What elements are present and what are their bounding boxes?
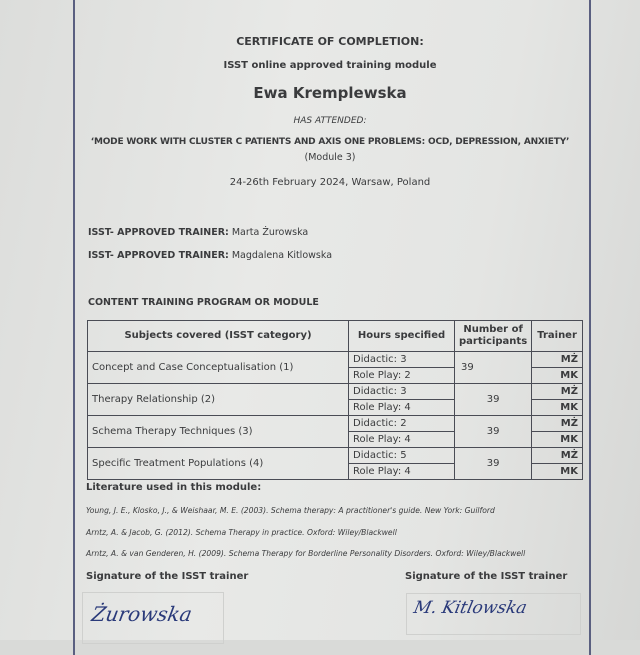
trainer-cell: MK [532, 464, 583, 480]
literature-ref: Arntz, A. & Jacob, G. (2012). Schema Therapy in practice. Oxford: Wiley/Blackwell [86, 528, 397, 537]
literature-ref: Young, J. E., Klosko, J., & Weishaar, M. E. (2003). Schema therapy: A practitioner's guide. New York: Guilford [86, 506, 495, 515]
header-subjects: Subjects covered (ISST category) [88, 321, 349, 352]
subject-cell: Schema Therapy Techniques (3) [88, 416, 349, 448]
role-play-cell: Role Play: 2 [349, 368, 455, 384]
date-place: 24-26th February 2024, Warsaw, Poland [229, 177, 431, 188]
table-row [88, 352, 583, 368]
didactic-cell: Didactic: 3 [349, 384, 455, 400]
header-hours: Hours specified [349, 321, 455, 352]
role-play-cell: Role Play: 4 [349, 432, 455, 448]
certificate-subtitle: ISST online approved training module [223, 60, 437, 71]
signature-label-left: Signature of the ISST trainer [86, 571, 249, 582]
participants-cell: 39 [455, 384, 532, 416]
subject-cell: Therapy Relationship (2) [88, 384, 349, 416]
trainer-cell: MK [532, 432, 583, 448]
role-play-cell: Role Play: 4 [349, 464, 455, 480]
module-number: (Module 3) [304, 152, 356, 163]
certificate-title: CERTIFICATE OF COMPLETION: [236, 35, 424, 48]
table-row [88, 416, 583, 432]
signature-label-right: Signature of the ISST trainer [405, 571, 568, 582]
header-participants: Number of participants [455, 321, 532, 352]
literature-ref: Arntz, A. & van Genderen, H. (2009). Schema Therapy for Borderline Personality Disorders. Oxford: Wiley/Blackwell [86, 549, 526, 558]
table-row [88, 448, 583, 464]
table-row [88, 384, 583, 400]
participants-cell: 39 [455, 448, 532, 480]
trainer-name: Marta Żurowska [231, 227, 309, 238]
attendee-name: Ewa Kremplewska [253, 84, 407, 102]
program-table [87, 320, 583, 480]
trainer-cell: MŻ [532, 352, 583, 368]
didactic-cell: Didactic: 2 [349, 416, 455, 432]
trainer-label: ISST- APPROVED TRAINER: [88, 227, 229, 238]
role-play-cell: Role Play: 4 [349, 400, 455, 416]
participants-cell: 39 [455, 416, 532, 448]
program-heading: CONTENT TRAINING PROGRAM OR MODULE [88, 297, 319, 308]
literature-heading: Literature used in this module: [86, 482, 262, 493]
trainer-cell: MŻ [532, 416, 583, 432]
trainer-cell: MK [532, 400, 583, 416]
trainer-cell: MŻ [532, 448, 583, 464]
trainer-label: ISST- APPROVED TRAINER: [88, 250, 229, 261]
has-attended-label: HAS ATTENDED: [293, 116, 367, 126]
didactic-cell: Didactic: 3 [349, 352, 455, 368]
signature-right: M. Kitlowska [411, 598, 529, 618]
subject-cell: Concept and Case Conceptualisation (1) [88, 352, 349, 384]
header-trainer: Trainer [532, 321, 583, 352]
participants-cell: 39 [455, 352, 532, 384]
table-header-row [88, 321, 583, 352]
trainer-line-2 [88, 250, 332, 261]
signature-left: Żurowska [89, 602, 194, 626]
didactic-cell: Didactic: 5 [349, 448, 455, 464]
trainer-name: Magdalena Kitlowska [231, 250, 333, 261]
trainer-cell: MŻ [532, 384, 583, 400]
trainer-cell: MK [532, 368, 583, 384]
subject-cell: Specific Treatment Populations (4) [88, 448, 349, 480]
course-title: ‘MODE WORK WITH CLUSTER C PATIENTS AND AXIS ONE PROBLEMS: OCD, DEPRESSION, ANXIETY’ [90, 137, 570, 147]
trainer-line-1 [88, 227, 308, 238]
